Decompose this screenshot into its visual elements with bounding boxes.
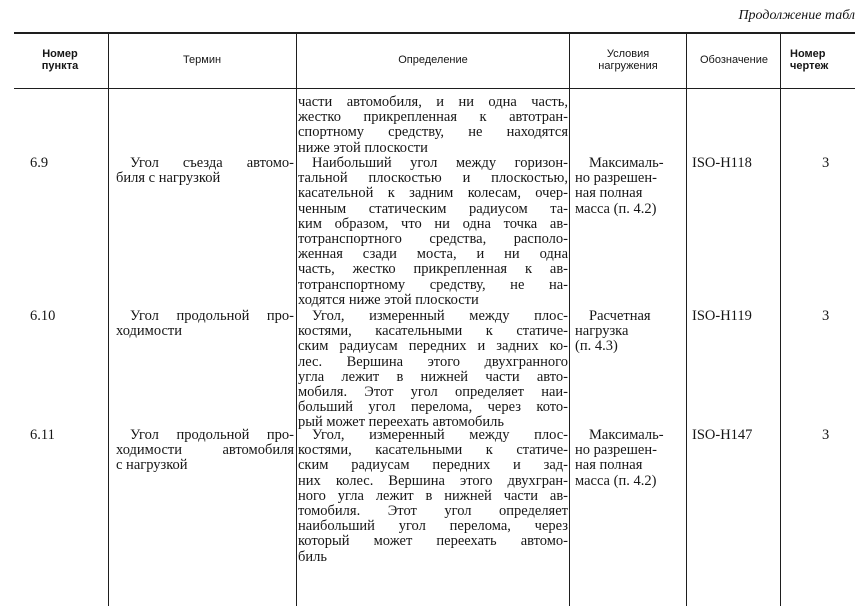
row-definition: Угол, измеренный между плос- костями, касательными к статиче- ским радиусам передних и зад- них колес. Вершина этого двухгран- ного угла лежит в нижней части ав- томобиля. Этот угол определяет наибольший угол перелома, через который может переехать автомо- биль xyxy=(298,427,568,565)
column-divider xyxy=(296,32,297,606)
row-designation: ISO-H119 xyxy=(692,308,752,324)
column-divider xyxy=(780,32,781,606)
column-divider xyxy=(108,32,109,606)
row-number: 6.10 xyxy=(30,308,56,324)
row-load-condition: Максималь- но разрешен- ная полная масса (п. 4.2) xyxy=(575,155,664,217)
row-drawing-number: 3 xyxy=(822,427,830,443)
header-number: Номер пункта xyxy=(41,48,79,72)
row-definition: Угол, измеренный между плос- костями, касательными к статиче- ским радиусам передних и задних ко- лес. Вершина этого двухгранного угла лежит в нижней части авто- мобиля. Этот угол определяет наи- больший угол перелома, через кото- рый может переехать автомобиль xyxy=(298,308,568,431)
column-divider xyxy=(569,32,570,606)
row-term: Угол продольной про- ходимости автомобиля с нагрузкой xyxy=(116,427,294,474)
header-definition: Определение xyxy=(398,54,468,66)
row-drawing-number: 3 xyxy=(822,155,830,171)
row-load-condition: Максималь- но разрешен- ная полная масса (п. 4.2) xyxy=(575,427,664,489)
header-designation: Обозначение xyxy=(699,54,769,66)
row-definition: Наибольший угол между горизон- тальной плоскостью и плоскостью, касательной к задним колесам, очер- ченным статическим радиусом та- ким образом, что ни одна точка ав- тотранспортного средства, располо- женная сзади моста, и ни одна часть, жестко прикрепленная к ав- тотранспортному средству, не на- ходятся ниже этой плоскости xyxy=(298,155,568,308)
row-term: Угол продольной про- ходимости xyxy=(116,308,294,340)
header-term: Термин xyxy=(182,54,222,66)
header-load: Условия нагружения xyxy=(598,48,658,72)
row-designation: ISO-H147 xyxy=(692,427,753,443)
row-drawing-number: 3 xyxy=(822,308,830,324)
row-number: 6.11 xyxy=(30,427,55,443)
carryover-definition: части автомобиля, и ни одна часть, жестко прикрепленная к автотран- спортному средству, не находятся ниже этой плоскости xyxy=(298,94,568,156)
header-bottom-rule xyxy=(14,88,855,89)
row-designation: ISO-H118 xyxy=(692,155,752,171)
row-number: 6.9 xyxy=(30,155,49,171)
header-drawing: Номер чертеж xyxy=(790,48,829,72)
continuation-label: Продолжение табл xyxy=(738,8,855,23)
row-load-condition: Расчетная нагрузка (п. 4.3) xyxy=(575,308,651,355)
row-term: Угол съезда автомо- биля с нагрузкой xyxy=(116,155,294,187)
column-divider xyxy=(686,32,687,606)
